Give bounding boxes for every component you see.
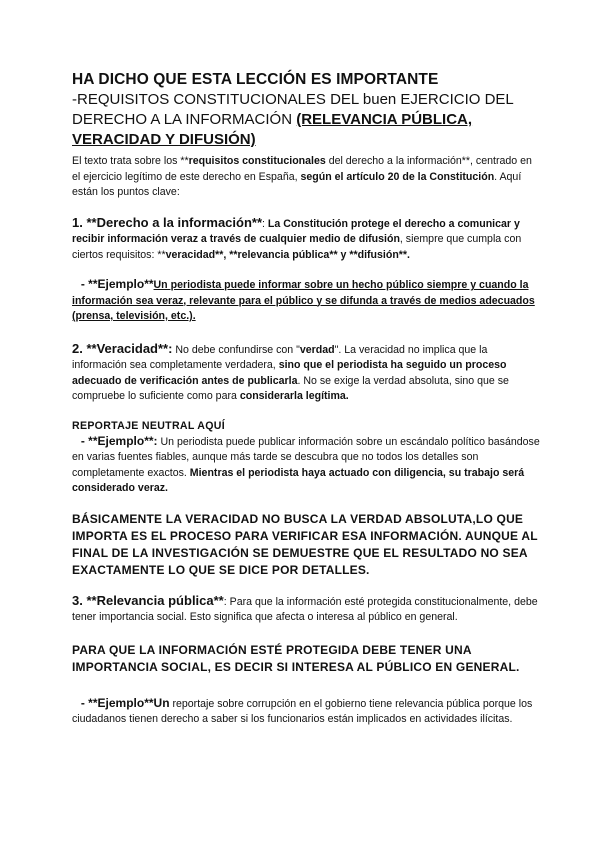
section-1-paragraph xyxy=(72,215,542,264)
section-1-example-text: Un periodista puede informar sobre un hecho público siempre y cuando la información sea veraz, relevante para el público y se difunda a través de medios adecuados (prensa, televisión, etc.). xyxy=(72,279,535,322)
reportaje-heading: REPORTAJE NEUTRAL AQUÍ xyxy=(72,419,225,432)
section-1-heading: 1. **Derecho a la información** xyxy=(72,214,263,230)
section-2-bold-3: considerarla legítima. xyxy=(239,390,349,402)
section-2-example-label: - **Ejemplo**: xyxy=(80,433,158,448)
section-1-bold: La Constitución protege el derecho a comunicar y recibir información veraz a través de cualquier medio de difusión xyxy=(72,217,520,245)
section-1-colon: : xyxy=(262,217,268,230)
intro-text-3: . Aquí están los puntos clave: xyxy=(72,170,522,198)
section-2-example xyxy=(72,434,542,497)
section-3-text: : Para que la información esté protegida constitucionalmente, debe tener importancia social. Esto significa que afecta o interesa al público en general. xyxy=(72,595,538,623)
intro-text-1: El texto trata sobre los ** xyxy=(72,155,189,167)
note-veracidad: BÁSICAMENTE LA VERACIDAD NO BUSCA LA VERDAD ABSOLUTA,LO QUE IMPORTA ES EL PROCESO PARA VERIFICAR ESA INFORMACIÓN. AUNQUE AL FINAL DE LA INVESTIGACIÓN SE DEMUESTRE QUE EL RESULTADO NO SEA EXACTAMENTE LO QUE SE DICE POR DETALLES. xyxy=(72,511,538,577)
section-2-example-bold: Mientras el periodista haya actuado con diligencia, su trabajo será considerado veraz. xyxy=(72,466,525,494)
page-title: HA DICHO QUE ESTA LECCIÓN ES IMPORTANTE xyxy=(72,71,439,88)
section-3-paragraph xyxy=(72,593,542,626)
section-2-bold-1: verdad xyxy=(299,343,335,356)
intro-text-2: del derecho a la información**, centrado en el ejercicio legítimo de este derecho en España, xyxy=(72,155,532,183)
intro-bold-1: requisitos constitucionales xyxy=(188,155,326,167)
document-page xyxy=(72,70,542,728)
section-1-text: , siempre que cumpla con ciertos requisitos: ** xyxy=(72,233,522,261)
subtitle-text: -REQUISITOS CONSTITUCIONALES DEL buen EJERCICIO DEL DERECHO A LA INFORMACIÓN xyxy=(72,91,514,128)
note-relevancia: PARA QUE LA INFORMACIÓN ESTÉ PROTEGIDA DEBE TENER UNA IMPORTANCIA SOCIAL, ES DECIR SI INTERESA AL PÚBLICO EN GENERAL. xyxy=(72,642,520,674)
intro-paragraph xyxy=(72,154,542,201)
section-2-heading: 2. **Veracidad**: xyxy=(72,340,173,356)
section-3-example-label: - **Ejemplo**Un xyxy=(80,695,170,710)
section-3-example xyxy=(72,696,542,728)
section-2-bold-2: sino que el periodista ha seguido un proceso adecuado de verificación antes de publicarla xyxy=(72,359,507,387)
section-3-heading: 3. **Relevancia pública** xyxy=(72,592,224,608)
section-2-text-3: . No se exige la verdad absoluta, sino que se compruebe lo suficiente como para xyxy=(72,374,509,402)
section-2-paragraph xyxy=(72,341,542,405)
section-1-requirements: veracidad**, **relevancia pública** y **difusión**. xyxy=(165,248,410,261)
section-2-example-text: Un periodista puede publicar información sobre un escándalo político basándose en varias fuentes fiables, aunque más tarde se descubra que no todos los detalles son completamente exactos. xyxy=(72,435,540,479)
section-1-example-label: - **Ejemplo** xyxy=(80,277,154,291)
section-2-text-2: ". La veracidad no implica que la información sea completamente verdadera, xyxy=(72,343,488,371)
intro-bold-2: según el artículo 20 de la Constitución xyxy=(300,170,495,183)
section-3-example-text: reportaje sobre corrupción en el gobierno tiene relevancia pública porque los ciudadanos tienen derecho a saber si los funcionarios están implicados en actividades ilícitas. xyxy=(72,697,533,725)
subtitle-underlined: (RELEVANCIA PÚBLICA, VERACIDAD Y DIFUSIÓN) xyxy=(72,111,473,148)
section-1-example xyxy=(72,277,542,325)
section-2-text-1: No debe confundirse con " xyxy=(172,343,300,356)
page-subtitle xyxy=(72,90,542,150)
